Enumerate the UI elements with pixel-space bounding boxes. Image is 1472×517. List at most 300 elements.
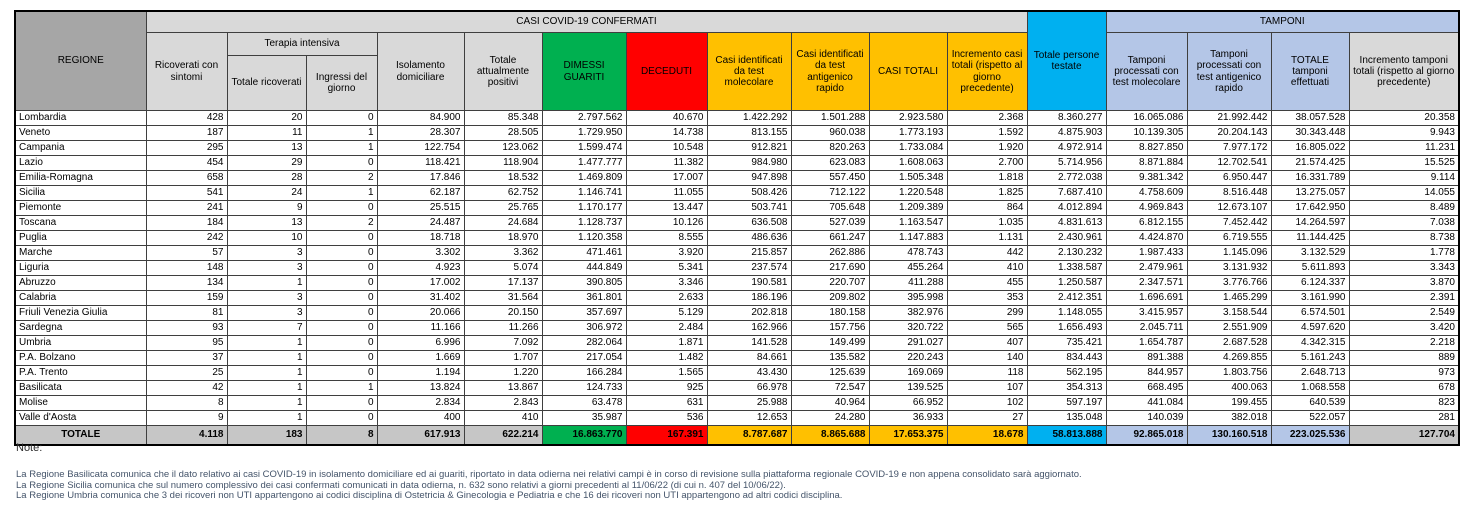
- table-cell: 1.592: [947, 126, 1027, 141]
- table-cell: 2.549: [1349, 306, 1459, 321]
- table-cell: 10.126: [626, 216, 707, 231]
- table-cell: 84.900: [377, 111, 464, 126]
- region-name: Molise: [15, 396, 146, 411]
- table-cell: 6.950.447: [1187, 171, 1271, 186]
- table-cell: 2: [306, 171, 377, 186]
- table-cell: 1.825: [947, 186, 1027, 201]
- table-cell: 1.120.358: [542, 231, 626, 246]
- table-row: [15, 171, 1459, 186]
- table-cell: 149.499: [791, 336, 869, 351]
- table-cell: 35.987: [542, 411, 626, 426]
- table-cell: 4.969.843: [1106, 201, 1187, 216]
- table-cell: 1.501.288: [791, 111, 869, 126]
- table-cell: 471.461: [542, 246, 626, 261]
- header-tamponi-molecolare: Tamponi processati con test molecolare: [1106, 33, 1187, 111]
- table-cell: 29: [227, 156, 306, 171]
- table-cell: 1.422.292: [707, 111, 791, 126]
- table-cell: 295: [146, 141, 227, 156]
- table-cell: 820.263: [791, 141, 869, 156]
- table-row: [15, 291, 1459, 306]
- table-cell: 678: [1349, 381, 1459, 396]
- table-row: [15, 156, 1459, 171]
- table-cell: 1: [227, 366, 306, 381]
- table-cell: 3.158.544: [1187, 306, 1271, 321]
- table-cell: 169.069: [869, 366, 947, 381]
- table-cell: 93: [146, 321, 227, 336]
- table-row: [15, 186, 1459, 201]
- table-cell: 597.197: [1027, 396, 1106, 411]
- table-cell: 242: [146, 231, 227, 246]
- table-cell: 209.802: [791, 291, 869, 306]
- table-cell: 1.599.474: [542, 141, 626, 156]
- table-cell: 1.729.950: [542, 126, 626, 141]
- totale-cell: 167.391: [626, 426, 707, 446]
- header-deceduti: DECEDUTI: [626, 33, 707, 111]
- table-cell: 428: [146, 111, 227, 126]
- table-cell: 735.421: [1027, 336, 1106, 351]
- table-cell: 10.139.305: [1106, 126, 1187, 141]
- totale-cell: 183: [227, 426, 306, 446]
- table-cell: 27: [947, 411, 1027, 426]
- table-cell: 973: [1349, 366, 1459, 381]
- table-cell: 95: [146, 336, 227, 351]
- table-cell: 536: [626, 411, 707, 426]
- table-cell: 4.923: [377, 261, 464, 276]
- table-cell: 21.992.442: [1187, 111, 1271, 126]
- table-cell: 3.920: [626, 246, 707, 261]
- table-cell: 947.898: [707, 171, 791, 186]
- table-cell: 306.972: [542, 321, 626, 336]
- table-cell: 1.220.548: [869, 186, 947, 201]
- table-cell: 139.525: [869, 381, 947, 396]
- note-line: La Regione Umbria comunica che 3 dei ricoveri non UTI appartengono ai codici disciplina di Ostetricia & Ginecologia e Pediatria e che 16 dei ricoveri non UTI appartengono ad altri codici disciplina.: [16, 490, 843, 501]
- table-cell: 25.988: [707, 396, 791, 411]
- table-row: [15, 201, 1459, 216]
- table-cell: 217.690: [791, 261, 869, 276]
- table-cell: 159: [146, 291, 227, 306]
- table-cell: 1: [227, 351, 306, 366]
- table-cell: 24: [227, 186, 306, 201]
- table-cell: 38.057.528: [1271, 111, 1349, 126]
- table-cell: 14.055: [1349, 186, 1459, 201]
- table-cell: 3.420: [1349, 321, 1459, 336]
- table-cell: 1.477.777: [542, 156, 626, 171]
- table-row: [15, 216, 1459, 231]
- table-cell: 2: [306, 216, 377, 231]
- table-cell: 661.247: [791, 231, 869, 246]
- region-name: Marche: [15, 246, 146, 261]
- region-name: Piemonte: [15, 201, 146, 216]
- header-terapia-intensiva: Terapia intensiva: [227, 33, 377, 56]
- region-name: Basilicata: [15, 381, 146, 396]
- table-cell: 202.818: [707, 306, 791, 321]
- table-cell: 1.696.691: [1106, 291, 1187, 306]
- totale-cell: 8.787.687: [707, 426, 791, 446]
- table-row: [15, 126, 1459, 141]
- table-cell: 16.331.789: [1271, 171, 1349, 186]
- table-cell: 2.130.232: [1027, 246, 1106, 261]
- table-cell: 1: [227, 411, 306, 426]
- table-cell: 1.707: [464, 351, 542, 366]
- region-name: Abruzzo: [15, 276, 146, 291]
- table-cell: 220.707: [791, 276, 869, 291]
- table-row: [15, 321, 1459, 336]
- table-cell: 390.805: [542, 276, 626, 291]
- header-attualmente-positivi: Totale attualmente positivi: [464, 33, 542, 111]
- table-cell: 3.346: [626, 276, 707, 291]
- table-cell: 134: [146, 276, 227, 291]
- table-cell: 1.194: [377, 366, 464, 381]
- table-cell: 28: [227, 171, 306, 186]
- table-cell: 400: [377, 411, 464, 426]
- table-cell: 217.054: [542, 351, 626, 366]
- table-cell: 813.155: [707, 126, 791, 141]
- table-cell: 640.539: [1271, 396, 1349, 411]
- table-cell: 2.700: [947, 156, 1027, 171]
- table-cell: 18.970: [464, 231, 542, 246]
- table-cell: 1.146.741: [542, 186, 626, 201]
- table-cell: 11.055: [626, 186, 707, 201]
- table-cell: 2.045.711: [1106, 321, 1187, 336]
- region-name: Lombardia: [15, 111, 146, 126]
- table-cell: 3.362: [464, 246, 542, 261]
- table-cell: 320.722: [869, 321, 947, 336]
- table-cell: 668.495: [1106, 381, 1187, 396]
- table-cell: 190.581: [707, 276, 791, 291]
- table-cell: 8.827.850: [1106, 141, 1187, 156]
- table-cell: 5.714.956: [1027, 156, 1106, 171]
- table-cell: 2.648.713: [1271, 366, 1349, 381]
- table-cell: 28.505: [464, 126, 542, 141]
- table-cell: 1.654.787: [1106, 336, 1187, 351]
- table-cell: 4.342.315: [1271, 336, 1349, 351]
- table-row: [15, 396, 1459, 411]
- table-cell: 636.508: [707, 216, 791, 231]
- table-cell: 0: [306, 306, 377, 321]
- table-cell: 12.653: [707, 411, 791, 426]
- table-cell: 17.846: [377, 171, 464, 186]
- table-cell: 1.128.737: [542, 216, 626, 231]
- table-cell: 3.343: [1349, 261, 1459, 276]
- notes-title: Note:: [16, 442, 43, 454]
- table-cell: 13.275.057: [1271, 186, 1349, 201]
- table-cell: 5.074: [464, 261, 542, 276]
- region-name: P.A. Bolzano: [15, 351, 146, 366]
- table-cell: 1.669: [377, 351, 464, 366]
- table-cell: 9.114: [1349, 171, 1459, 186]
- table-cell: 6.574.501: [1271, 306, 1349, 321]
- table-cell: 16.065.086: [1106, 111, 1187, 126]
- table-cell: 184: [146, 216, 227, 231]
- table-cell: 1.338.587: [1027, 261, 1106, 276]
- table-cell: 1.469.809: [542, 171, 626, 186]
- table-cell: 10: [227, 231, 306, 246]
- table-cell: 2.347.571: [1106, 276, 1187, 291]
- table-cell: 9.381.342: [1106, 171, 1187, 186]
- table-cell: 12.673.107: [1187, 201, 1271, 216]
- table-cell: 36.933: [869, 411, 947, 426]
- table-cell: 118: [947, 366, 1027, 381]
- notes-lines: [16, 470, 1456, 502]
- table-cell: 30.343.448: [1271, 126, 1349, 141]
- table-cell: 6.124.337: [1271, 276, 1349, 291]
- table-cell: 20.150: [464, 306, 542, 321]
- table-cell: 13: [227, 141, 306, 156]
- table-cell: 20.204.143: [1187, 126, 1271, 141]
- note-line: La Regione Sicilia comunica che sul numero complessivo dei casi confermati comunicati in data odierna, n. 632 sono relativi a giorni precedenti al 11/06/22 (di cui n. 407 del 10/06/22).: [16, 479, 786, 491]
- table-cell: 17.642.950: [1271, 201, 1349, 216]
- table-cell: 1.131: [947, 231, 1027, 246]
- header-ingressi-giorno: Ingressi del giorno: [306, 56, 377, 111]
- table-cell: 623.083: [791, 156, 869, 171]
- table-cell: 66.978: [707, 381, 791, 396]
- table-cell: 135.048: [1027, 411, 1106, 426]
- table-cell: 0: [306, 261, 377, 276]
- table-cell: 361.801: [542, 291, 626, 306]
- table-cell: 0: [306, 336, 377, 351]
- table-cell: 281: [1349, 411, 1459, 426]
- header-persone-testate: Totale persone testate: [1027, 11, 1106, 111]
- table-cell: 0: [306, 396, 377, 411]
- table-cell: 455.264: [869, 261, 947, 276]
- table-cell: 62.187: [377, 186, 464, 201]
- totale-cell: 130.160.518: [1187, 426, 1271, 446]
- table-cell: 1.505.348: [869, 171, 947, 186]
- table-cell: 2.479.961: [1106, 261, 1187, 276]
- table-cell: 7.452.442: [1187, 216, 1271, 231]
- table-cell: 2.843: [464, 396, 542, 411]
- table-cell: 1.773.193: [869, 126, 947, 141]
- table-cell: 1.465.299: [1187, 291, 1271, 306]
- table-cell: 8.738: [1349, 231, 1459, 246]
- table-cell: 118.421: [377, 156, 464, 171]
- header-isolamento: Isolamento domiciliare: [377, 33, 464, 111]
- table-cell: 20.358: [1349, 111, 1459, 126]
- region-name: Lazio: [15, 156, 146, 171]
- table-cell: 508.426: [707, 186, 791, 201]
- table-cell: 241: [146, 201, 227, 216]
- table-cell: 0: [306, 411, 377, 426]
- table-cell: 125.639: [791, 366, 869, 381]
- table-cell: 15.525: [1349, 156, 1459, 171]
- table-cell: 1.920: [947, 141, 1027, 156]
- table-cell: 85.348: [464, 111, 542, 126]
- table-cell: 107: [947, 381, 1027, 396]
- table-cell: 25.765: [464, 201, 542, 216]
- table-cell: 1.656.493: [1027, 321, 1106, 336]
- table-cell: 9.943: [1349, 126, 1459, 141]
- table-cell: 0: [306, 201, 377, 216]
- table-cell: 3.131.932: [1187, 261, 1271, 276]
- table-cell: 3.161.990: [1271, 291, 1349, 306]
- header-incremento-casi: Incremento casi totali (rispetto al giorno precedente): [947, 33, 1027, 111]
- table-cell: 11.231: [1349, 141, 1459, 156]
- table-cell: 0: [306, 321, 377, 336]
- table-cell: 1.803.756: [1187, 366, 1271, 381]
- table-cell: 141.528: [707, 336, 791, 351]
- region-name: Puglia: [15, 231, 146, 246]
- table-cell: 382.018: [1187, 411, 1271, 426]
- table-cell: 4.424.870: [1106, 231, 1187, 246]
- table-cell: 18.718: [377, 231, 464, 246]
- table-cell: 24.280: [791, 411, 869, 426]
- region-name: Emilia-Romagna: [15, 171, 146, 186]
- table-cell: 4.875.903: [1027, 126, 1106, 141]
- table-cell: 960.038: [791, 126, 869, 141]
- table-cell: 1: [227, 276, 306, 291]
- header-casi-molecolare: Casi identificati da test molecolare: [707, 33, 791, 111]
- table-cell: 140.039: [1106, 411, 1187, 426]
- table-cell: 4.758.609: [1106, 186, 1187, 201]
- table-cell: 31.564: [464, 291, 542, 306]
- table-cell: 1.733.084: [869, 141, 947, 156]
- table-cell: 72.547: [791, 381, 869, 396]
- table-cell: 0: [306, 366, 377, 381]
- table-cell: 0: [306, 111, 377, 126]
- header-casi-totali: CASI TOTALI: [869, 33, 947, 111]
- table-cell: 62.752: [464, 186, 542, 201]
- table-cell: 0: [306, 246, 377, 261]
- table-cell: 123.062: [464, 141, 542, 156]
- table-cell: 199.455: [1187, 396, 1271, 411]
- table-cell: 18.532: [464, 171, 542, 186]
- table-cell: 215.857: [707, 246, 791, 261]
- table-cell: 186.196: [707, 291, 791, 306]
- table-cell: 8: [146, 396, 227, 411]
- table-cell: 7.977.172: [1187, 141, 1271, 156]
- table-cell: 1.871: [626, 336, 707, 351]
- table-cell: 220.243: [869, 351, 947, 366]
- table-cell: 282.064: [542, 336, 626, 351]
- region-name: Sardegna: [15, 321, 146, 336]
- table-cell: 1: [227, 381, 306, 396]
- table-cell: 2.633: [626, 291, 707, 306]
- table-cell: 11: [227, 126, 306, 141]
- header-totale-ricoverati: Totale ricoverati: [227, 56, 306, 111]
- table-cell: 454: [146, 156, 227, 171]
- table-cell: 1.818: [947, 171, 1027, 186]
- table-cell: 8.489: [1349, 201, 1459, 216]
- table-cell: 66.952: [869, 396, 947, 411]
- table-cell: 4.597.620: [1271, 321, 1349, 336]
- header-totale-tamponi: TOTALE tamponi effettuati: [1271, 33, 1349, 111]
- table-row: [15, 381, 1459, 396]
- table-cell: 43.430: [707, 366, 791, 381]
- table-cell: 823: [1349, 396, 1459, 411]
- table-row: [15, 306, 1459, 321]
- table-cell: 353: [947, 291, 1027, 306]
- table-cell: 13.824: [377, 381, 464, 396]
- table-cell: 140: [947, 351, 1027, 366]
- table-cell: 441.084: [1106, 396, 1187, 411]
- table-cell: 658: [146, 171, 227, 186]
- table-row: [15, 246, 1459, 261]
- table-cell: 1.209.389: [869, 201, 947, 216]
- table-row: [15, 336, 1459, 351]
- table-cell: 84.661: [707, 351, 791, 366]
- region-name: Campania: [15, 141, 146, 156]
- table-cell: 7.038: [1349, 216, 1459, 231]
- table-row: [15, 261, 1459, 276]
- table-cell: 2.412.351: [1027, 291, 1106, 306]
- header-tamponi-antigenico: Tamponi processati con test antigenico rapido: [1187, 33, 1271, 111]
- table-cell: 1: [227, 336, 306, 351]
- table-cell: 925: [626, 381, 707, 396]
- table-cell: 262.886: [791, 246, 869, 261]
- table-cell: 20.066: [377, 306, 464, 321]
- table-cell: 17.137: [464, 276, 542, 291]
- table-cell: 8.360.277: [1027, 111, 1106, 126]
- table-cell: 291.027: [869, 336, 947, 351]
- table-cell: 14.264.597: [1271, 216, 1349, 231]
- table-cell: 712.122: [791, 186, 869, 201]
- table-cell: 705.648: [791, 201, 869, 216]
- totale-cell: 127.704: [1349, 426, 1459, 446]
- table-cell: 3.302: [377, 246, 464, 261]
- table-cell: 57: [146, 246, 227, 261]
- table-cell: 7.092: [464, 336, 542, 351]
- table-cell: 984.980: [707, 156, 791, 171]
- table-cell: 455: [947, 276, 1027, 291]
- table-cell: 118.904: [464, 156, 542, 171]
- table-cell: 7.687.410: [1027, 186, 1106, 201]
- table-cell: 557.450: [791, 171, 869, 186]
- table-row: [15, 351, 1459, 366]
- banner-casi-confermati: CASI COVID-19 CONFERMATI: [146, 11, 1027, 33]
- table-cell: 14.738: [626, 126, 707, 141]
- totale-cell: 4.118: [146, 426, 227, 446]
- table-cell: 7: [227, 321, 306, 336]
- table-cell: 9: [227, 201, 306, 216]
- header-dimessi-guariti: DIMESSI GUARITI: [542, 33, 626, 111]
- table-row: [15, 141, 1459, 156]
- table-cell: 2.772.038: [1027, 171, 1106, 186]
- table-cell: 4.972.914: [1027, 141, 1106, 156]
- table-cell: 299: [947, 306, 1027, 321]
- totale-cell: 8.865.688: [791, 426, 869, 446]
- table-cell: 24.487: [377, 216, 464, 231]
- table-cell: 81: [146, 306, 227, 321]
- table-cell: 11.266: [464, 321, 542, 336]
- region-name: Liguria: [15, 261, 146, 276]
- table-cell: 237.574: [707, 261, 791, 276]
- table-cell: 1: [306, 381, 377, 396]
- table-cell: 1: [227, 396, 306, 411]
- table-cell: 407: [947, 336, 1027, 351]
- table-cell: 400.063: [1187, 381, 1271, 396]
- table-cell: 122.754: [377, 141, 464, 156]
- table-cell: 541: [146, 186, 227, 201]
- table-cell: 1: [306, 141, 377, 156]
- table-cell: 42: [146, 381, 227, 396]
- table-cell: 631: [626, 396, 707, 411]
- table-cell: 4.831.613: [1027, 216, 1106, 231]
- table-cell: 6.719.555: [1187, 231, 1271, 246]
- table-cell: 912.821: [707, 141, 791, 156]
- table-cell: 3: [227, 246, 306, 261]
- totale-cell: 8: [306, 426, 377, 446]
- table-cell: 102: [947, 396, 1027, 411]
- table-cell: 2.218: [1349, 336, 1459, 351]
- table-cell: 1.148.055: [1027, 306, 1106, 321]
- table-cell: 11.144.425: [1271, 231, 1349, 246]
- table-cell: 522.057: [1271, 411, 1349, 426]
- table-cell: 3.132.529: [1271, 246, 1349, 261]
- table-cell: 24.684: [464, 216, 542, 231]
- table-cell: 166.284: [542, 366, 626, 381]
- totale-cell: 617.913: [377, 426, 464, 446]
- table-row: [15, 111, 1459, 126]
